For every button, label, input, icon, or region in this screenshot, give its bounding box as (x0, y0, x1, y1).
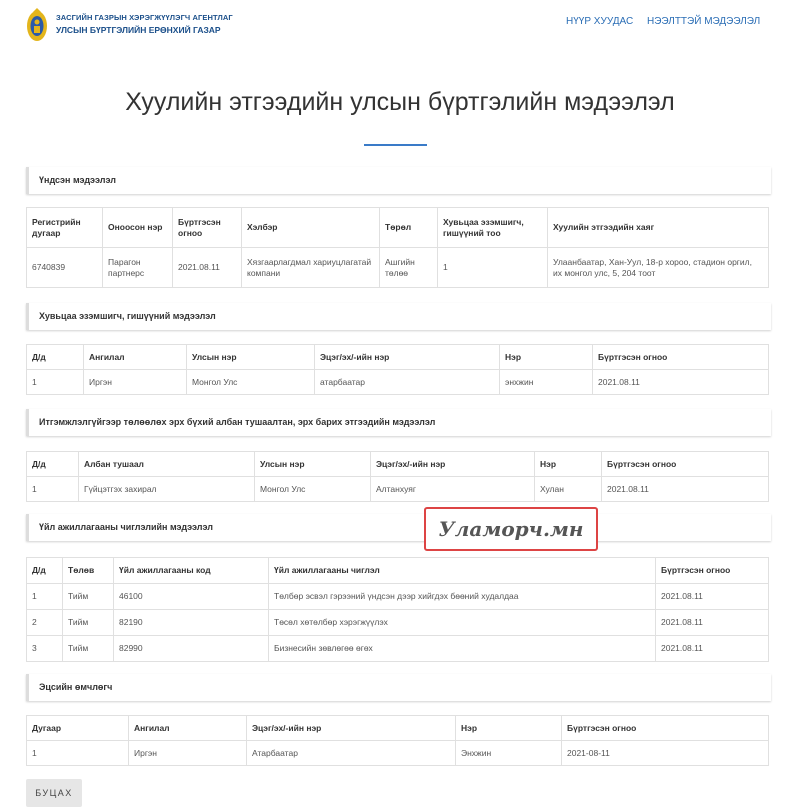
table-cell: Бизнесийн зөвлөгөө өгөх (269, 636, 656, 662)
column-header: Бүртгэсэн огноо (173, 208, 242, 248)
column-header: Нэр (535, 452, 602, 477)
column-header: Эцэг/эх/-ийн нэр (247, 716, 456, 741)
column-header: Хэлбэр (242, 208, 380, 248)
table-cell: Хязгаарлагдмал хариуцлагатай компани (242, 248, 380, 288)
table-cell: энхжин (500, 370, 593, 395)
table-cell: 2021-08-11 (562, 741, 769, 766)
table-cell: Төлбөр эсвэл гэрээний үндсэн дээр хийгдэх бөөний худалдаа (269, 584, 656, 610)
section-title: Хувьцаа эзэмшигч, гишүүний мэдээлэл (39, 311, 216, 321)
table-cell: 82190 (114, 610, 269, 636)
column-header: Регистрийн дугаар (27, 208, 103, 248)
state-emblem-icon[interactable] (26, 8, 48, 42)
owners-table (26, 715, 769, 766)
column-header: Оноосон нэр (103, 208, 173, 248)
table-header-row (27, 208, 769, 248)
column-header: Д/д (27, 452, 79, 477)
column-header: Ангилал (84, 345, 187, 370)
table-cell: 1 (27, 741, 129, 766)
table-cell: Ашгийн төлөө (380, 248, 438, 288)
column-header: Нэр (500, 345, 593, 370)
column-header: Бүртгэсэн огноо (656, 558, 769, 584)
column-header: Төлөв (63, 558, 114, 584)
section-header-basic (26, 167, 771, 194)
table-cell: Тийм (63, 610, 114, 636)
back-button[interactable]: БУЦАХ (26, 779, 82, 807)
agency-name[interactable] (56, 13, 233, 35)
table-cell: 2021.08.11 (602, 477, 769, 502)
table-cell: Төсөл хөтөлбөр хэрэгжүүлэх (269, 610, 656, 636)
table-cell: Монгол Улс (255, 477, 371, 502)
section-title: Үйл ажиллагааны чиглэлийн мэдээлэл (39, 522, 213, 532)
table-cell: Атарбаатар (247, 741, 456, 766)
table-cell: 3 (27, 636, 63, 662)
section-title: Итгэмжлэлгүйгээр төлөөлөх эрх бүхий албан тушаалтан, эрх барих этгээдийн мэдээлэл (39, 417, 436, 427)
column-header: Хуулийн этгээдийн хаяг (548, 208, 769, 248)
section-header-owners (26, 674, 771, 701)
officials-table (26, 451, 769, 502)
title-underline (364, 144, 427, 146)
table-cell: Энхжин (456, 741, 562, 766)
column-header: Үйл ажиллагааны код (114, 558, 269, 584)
section-header-activities (26, 514, 771, 541)
column-header: Улсын нэр (187, 345, 315, 370)
column-header: Үйл ажиллагааны чиглэл (269, 558, 656, 584)
table-row (27, 741, 769, 766)
table-cell: 1 (27, 370, 84, 395)
table-row (27, 636, 769, 662)
table-cell: 1 (438, 248, 548, 288)
table-cell: 1 (27, 477, 79, 502)
column-header: Д/д (27, 345, 84, 370)
table-row (27, 248, 769, 288)
table-row (27, 584, 769, 610)
shareholders-table (26, 344, 769, 395)
table-cell: Алтанхуяг (371, 477, 535, 502)
watermark-logo (424, 507, 598, 551)
table-cell: атарбаатар (315, 370, 500, 395)
table-row (27, 610, 769, 636)
table-cell: Хулан (535, 477, 602, 502)
column-header: Дугаар (27, 716, 129, 741)
table-row (27, 477, 769, 502)
table-cell: 2021.08.11 (656, 584, 769, 610)
table-header-row (27, 345, 769, 370)
table-cell: Монгол Улс (187, 370, 315, 395)
nav-open-info-link[interactable]: НЭЭЛТТЭЙ МЭДЭЭЛЭЛ (647, 16, 761, 27)
table-cell: 6740839 (27, 248, 103, 288)
table-cell: 2021.08.11 (656, 636, 769, 662)
page-title: Хуулийн этгээдийн улсын бүртгэлийн мэдээлэл (125, 88, 675, 116)
agency-name-line1: ЗАСГИЙН ГАЗРЫН ХЭРЭГЖҮҮЛЭГЧ АГЕНТЛАГ (56, 13, 233, 22)
column-header: Төрөл (380, 208, 438, 248)
table-header-row (27, 716, 769, 741)
table-cell: 2021.08.11 (593, 370, 769, 395)
table-cell: 82990 (114, 636, 269, 662)
table-cell: 2021.08.11 (173, 248, 242, 288)
column-header: Бүртгэсэн огноо (593, 345, 769, 370)
table-cell: Тийм (63, 636, 114, 662)
table-cell: Иргэн (84, 370, 187, 395)
column-header: Эцэг/эх/-ийн нэр (315, 345, 500, 370)
agency-name-line2: УЛСЫН БҮРТГЭЛИЙН ЕРӨНХИЙ ГАЗАР (56, 25, 221, 35)
column-header: Албан тушаал (79, 452, 255, 477)
table-cell: 2021.08.11 (656, 610, 769, 636)
table-cell: Гүйцэтгэх захирал (79, 477, 255, 502)
table-cell: Иргэн (129, 741, 247, 766)
activities-table (26, 557, 769, 662)
table-cell: 1 (27, 584, 63, 610)
column-header: Д/д (27, 558, 63, 584)
column-header: Ангилал (129, 716, 247, 741)
column-header: Хувьцаа эзэмшигч, гишүүний тоо (438, 208, 548, 248)
section-title: Үндсэн мэдээлэл (39, 175, 116, 185)
table-cell: Тийм (63, 584, 114, 610)
table-cell: Улаанбаатар, Хан-Уул, 18-р хороо, стадион оргил, их монгол улс, 5, 204 тоот (548, 248, 769, 288)
column-header: Бүртгэсэн огноо (602, 452, 769, 477)
table-header-row (27, 452, 769, 477)
section-header-shareholders (26, 303, 771, 330)
section-header-officials (26, 409, 771, 436)
section-title: Эцсийн өмчлөгч (39, 682, 113, 692)
site-header (0, 0, 800, 52)
watermark-text: Уламорч.мн (438, 517, 584, 541)
table-cell: 2 (27, 610, 63, 636)
table-cell: Парагон партнерс (103, 248, 173, 288)
table-header-row (27, 558, 769, 584)
column-header: Улсын нэр (255, 452, 371, 477)
column-header: Бүртгэсэн огноо (562, 716, 769, 741)
column-header: Эцэг/эх/-ийн нэр (371, 452, 535, 477)
table-row (27, 370, 769, 395)
nav-home-link[interactable]: НҮҮР ХУУДАС (566, 16, 634, 27)
column-header: Нэр (456, 716, 562, 741)
table-cell: 46100 (114, 584, 269, 610)
basic-info-table (26, 207, 769, 288)
